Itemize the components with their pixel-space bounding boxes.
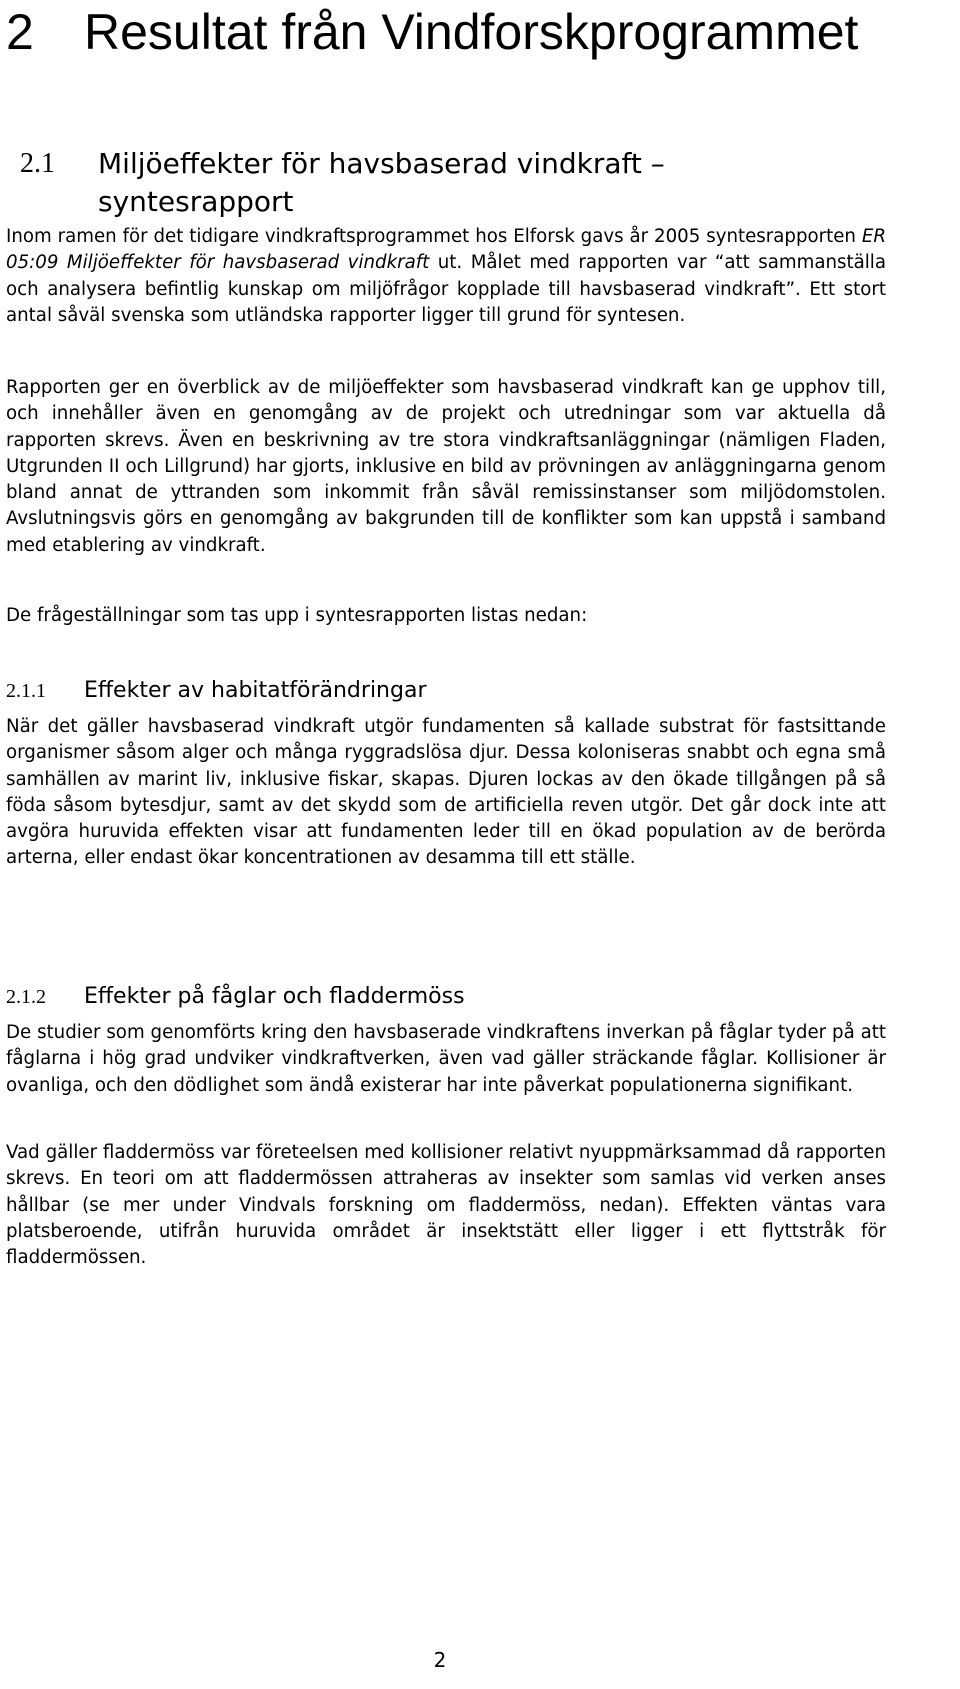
report-title-italic: ER 05:09 Miljöeffekter för havsbaserad vindkraft <box>6 226 886 274</box>
subsection-title: Effekter av habitatförändringar <box>84 678 427 703</box>
chapter-heading <box>6 2 858 62</box>
chapter-number: 2 <box>6 4 34 60</box>
paragraph-overview: Rapporten ger en överblick av de miljöeffekter som havsbaserad vindkraft kan ge upphov till, och innehåller även en genomgång av de projekt och utredningar som var aktuella då rapporten skrevs. Även en beskrivning av tre stora vindkraftsanläggningar (nämligen Fladen, Utgrunden II och Lillgrund) har gjorts, inklusive en bild av prövningen av anläggningarna genom bland annat de yttranden som inkommit från såväl remissinstanser som miljödomstolen. Avslutningsvis görs en genomgång av bakgrunden till de konflikter som kan uppstå i samband med etablering av vindkraft. <box>6 377 886 556</box>
section-title-line-2: syntesrapport <box>98 185 294 218</box>
paragraph-bats: Vad gäller fladdermöss var företeelsen med kollisioner relativt nyuppmärksammad då rapporten skrevs. En teori om att fladdermössen attraheras av insekter som samlas vid verken anses hållbar (se mer under Vindvals forskning om fladdermöss, nedan). Effekten väntas vara platsberoende, utifrån huruvida området är insektstätt eller ligger i ett flyttstråk för fladdermössen. <box>6 1142 886 1269</box>
paragraph-list-intro: De frågeställningar som tas upp i syntesrapporten listas nedan: <box>6 605 588 626</box>
paragraph-text: ut. Målet med rapporten var “att sammanställa och analysera befintlig kunskap om miljöfrågor kopplade till havsbaserad vindkraft”. Ett stort antal såväl svenska som utländska rapporter ligger till grund för syntesen. <box>6 252 886 326</box>
subsection-title: Effekter på fåglar och fladdermöss <box>84 984 465 1009</box>
chapter-title: Resultat från Vindforskprogrammet <box>84 4 859 60</box>
subsection-heading-2-1-1 <box>6 676 427 706</box>
section-number: 2.1 <box>20 148 55 179</box>
paragraph-habitat: När det gäller havsbaserad vindkraft utgör fundamenten så kallade substrat för fastsittande organismer såsom alger och många ryggradslösa djur. Dessa koloniseras snabbt och egna små samhällen av marint liv, inklusive fiskar, skapas. Djuren lockas av den ökade tillgången på så föda såsom bytesdjur, samt av det skydd som de artificiella reven utgör. Det går dock inte att avgöra huruvida effekten visar att fundamenten leder till en ökad population av de berörda arterna, eller endast ökar koncentrationen av desamma till ett ställe. <box>6 716 886 869</box>
paragraph-birds: De studier som genomförts kring den havsbaserade vindkraftens inverkan på fåglar tyder på att fåglarna i hög grad undviker vindkraftverken, även vad gäller sträckande fåglar. Kollisioner är ovanliga, och den dödlighet som ändå existerar har inte påverkat populationerna signifikant. <box>6 1022 886 1096</box>
paragraph-intro <box>6 224 886 329</box>
subsection-number: 2.1.2 <box>6 986 46 1008</box>
section-title-line-1: Miljöeffekter för havsbaserad vindkraft – <box>98 147 665 180</box>
page-number: 2 <box>433 1648 447 1672</box>
subsection-number: 2.1.1 <box>6 680 46 702</box>
subsection-heading-2-1-2 <box>6 982 465 1012</box>
paragraph-text: Inom ramen för det tidigare vindkraftsprogrammet hos Elforsk gavs år 2005 syntesrapporten <box>6 226 862 247</box>
section-title <box>98 145 918 221</box>
